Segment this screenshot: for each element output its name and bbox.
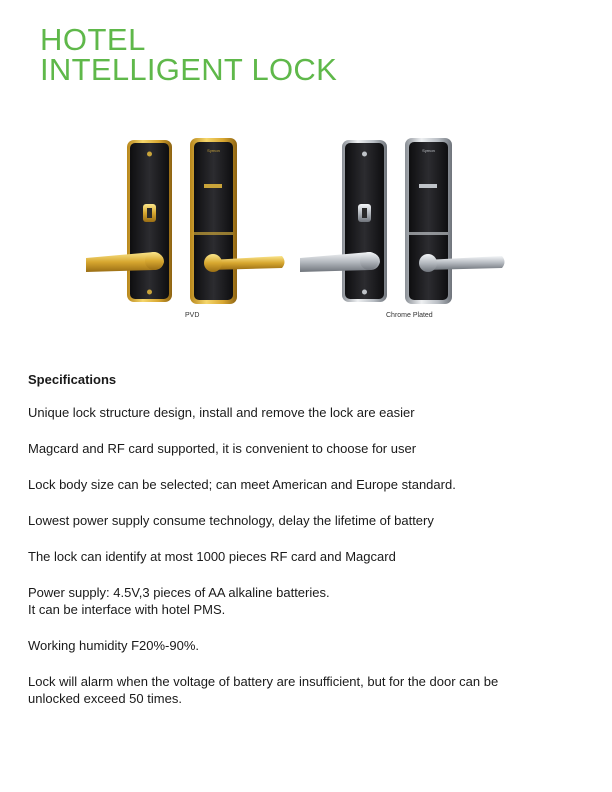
spec-line: The lock can identify at most 1000 pieces RF card and Magcard xyxy=(28,549,396,564)
spec-item xyxy=(28,584,588,618)
spec-line: Unique lock structure design, install and remove the lock are easier xyxy=(28,405,415,420)
page-title-line-1: HOTEL xyxy=(40,22,146,57)
spec-item xyxy=(28,440,588,457)
specifications-heading: Specifications xyxy=(28,372,117,387)
spec-item xyxy=(28,548,588,565)
spec-line: It can be interface with hotel PMS. xyxy=(28,602,226,617)
spec-line: Lowest power supply consume technology, delay the lifetime of battery xyxy=(28,513,434,528)
spec-item xyxy=(28,673,588,707)
pvd-brand-text: Syrnon xyxy=(207,148,220,153)
spec-line: Lock body size can be selected; can meet American and Europe standard. xyxy=(28,477,456,492)
spec-line: Lock will alarm when the voltage of battery are insufficient, but for the door can be xyxy=(28,674,499,689)
chrome-brand-text: Syrnon xyxy=(422,148,435,153)
pvd-lock-set xyxy=(86,138,285,304)
spec-line: Working humidity F20%-90%. xyxy=(28,638,199,653)
specifications-list xyxy=(28,404,588,726)
spec-item xyxy=(28,404,588,421)
page-title-line-2: INTELLIGENT LOCK xyxy=(40,52,338,87)
spec-item xyxy=(28,512,588,529)
spec-item xyxy=(28,637,588,654)
spec-line: Magcard and RF card supported, it is convenient to choose for user xyxy=(28,441,417,456)
caption-chrome-plated: Chrome Plated xyxy=(386,312,433,319)
spec-line: Power supply: 4.5V,3 pieces of AA alkaline batteries. xyxy=(28,585,330,600)
chrome-lock-set xyxy=(300,138,505,304)
spec-item xyxy=(28,476,588,493)
caption-pvd: PVD xyxy=(185,312,200,319)
product-photo xyxy=(82,132,512,327)
spec-line: unlocked exceed 50 times. xyxy=(28,691,182,706)
